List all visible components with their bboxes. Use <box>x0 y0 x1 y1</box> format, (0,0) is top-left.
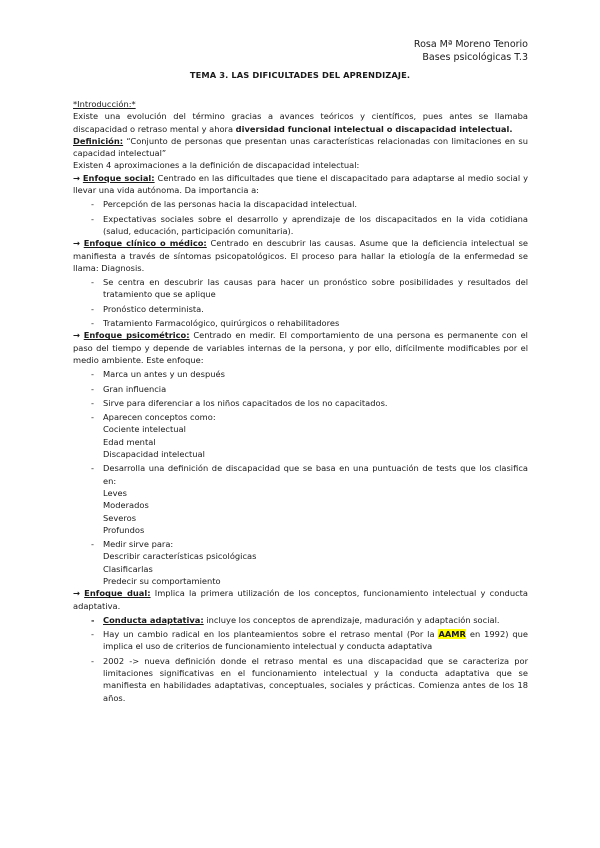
list-item: - Pronóstico determinista. <box>91 303 204 314</box>
page-header <box>414 38 528 64</box>
sub-item: Edad mental <box>103 436 156 447</box>
psychometric-label: Enfoque psicométrico: <box>83 330 190 341</box>
sub-item: Discapacidad intelectual <box>103 449 205 460</box>
aamr-highlight: AAMR <box>438 629 466 640</box>
document-title: TEMA 3. LAS DIFICULTADES DEL APRENDIZAJE. <box>189 70 411 80</box>
arrow-icon: → <box>73 238 80 249</box>
approaches-intro: Existen 4 aproximaciones a la definición de discapacidad intelectual: <box>73 160 360 171</box>
adaptive-label: Conducta adaptativa: <box>103 614 204 625</box>
document-body <box>73 98 528 704</box>
dual-label: Enfoque dual: <box>84 588 151 599</box>
list-item: - Gran influencia <box>91 383 167 394</box>
arrow-icon: → <box>73 330 80 341</box>
sub-item: Moderados <box>103 500 149 511</box>
list-item: - Se centra en descubrir las causas para hacer un pronóstico sobre posibilidades y resultados del tratamiento que se aplique <box>91 277 528 300</box>
course-name: Bases psicológicas T.3 <box>422 52 528 63</box>
arrow-icon: → <box>73 588 80 599</box>
list-item: - 2002 -> nueva definición donde el retraso mental es una discapacidad que se caracteriza por limitaciones significativas en el funcionamiento intelectual y la conducta adaptativa que se manifiesta en habilidades adaptativas, conceptuales, sociales y prácticas. Comienza antes de los 18 años. <box>91 655 528 703</box>
sub-item: Severos <box>103 512 137 523</box>
social-label: Enfoque social: <box>82 172 155 183</box>
sub-item: Predecir su comportamiento <box>103 575 221 586</box>
list-item: - Hay un cambio radical en los planteamientos sobre el retraso mental (Por la AAMR en 1992) que implica el uso de criterios de funcionamiento intelectual y conducta adaptativa <box>91 629 528 652</box>
list-item: - Marca un antes y un después <box>91 369 225 380</box>
psychometric-approach: → Enfoque psicométrico: Centrado en medir. El comportamiento de una persona es permanente con el paso del tiempo y depende de variables internas de la persona, y por ello, difícilmente modificables por el medio ambiente. Este enfoque: <box>73 330 528 365</box>
arrow-icon: → <box>73 172 80 183</box>
intro-emphasis: diversidad funcional intelectual o discapacidad intelectual. <box>235 123 513 134</box>
list-item: - Expectativas sociales sobre el desarrollo y aprendizaje de los discapacitados en la vida cotidiana (salud, educación, participación comunitaria). <box>91 213 528 236</box>
clinical-label: Enfoque clínico o médico: <box>83 238 207 249</box>
intro-paragraph: Existe una evolución del término gracias a avances teóricos y científicos, pues antes se llamaba discapacidad o retraso mental y ahora diversidad funcional intelectual o discapacidad intelectual. <box>73 111 528 134</box>
sub-item: Leves <box>103 487 127 498</box>
list-item: - Percepción de las personas hacia la discapacidad intelectual. <box>91 199 358 210</box>
list-item: - Aparecen conceptos como: <box>91 412 216 423</box>
definition-label: Definición: <box>73 135 124 146</box>
sub-item: Cociente intelectual <box>103 424 186 435</box>
sub-item: Profundos <box>103 524 145 535</box>
list-item: - Sirve para diferenciar a los niños capacitados de los no capacitados. <box>91 397 388 408</box>
list-item: - Tratamiento Farmacológico, quirúrgicos o rehabilitadores <box>91 318 340 329</box>
sub-item: Clasificarlas <box>103 563 153 574</box>
social-approach: → Enfoque social: Centrado en las dificultades que tiene el discapacitado para adaptarse al medio social y llevar una vida autónoma. Da importancia a: <box>73 172 528 196</box>
clinical-approach: → Enfoque clínico o médico: Centrado en descubrir las causas. Asume que la deficiencia intelectual se manifiesta a través de síntomas psicopatológicos. El proceso para hallar la etiología de la enfermedad se llama: Diagnosis. <box>73 238 528 273</box>
dual-approach: → Enfoque dual: Implica la primera utilización de los conceptos, funcionamiento intelectual y conducta adaptativa. <box>73 588 528 611</box>
author-name: Rosa Mª Moreno Tenorio <box>413 39 528 50</box>
list-item: - Conducta adaptativa: incluye los conceptos de aprendizaje, maduración y adaptación social. <box>91 614 500 625</box>
definition-paragraph: Definición: “Conjunto de personas que presentan unas características relacionadas con limitaciones en su capacidad intelectual” <box>73 135 528 159</box>
intro-heading: *Introducción:* <box>73 99 136 109</box>
sub-item: Describir características psicológicas <box>103 551 257 562</box>
list-item: - Desarrolla una definición de discapacidad que se basa en una puntuación de tests que los clasifica en: <box>91 463 528 486</box>
list-item: - Medir sirve para: <box>91 539 174 550</box>
